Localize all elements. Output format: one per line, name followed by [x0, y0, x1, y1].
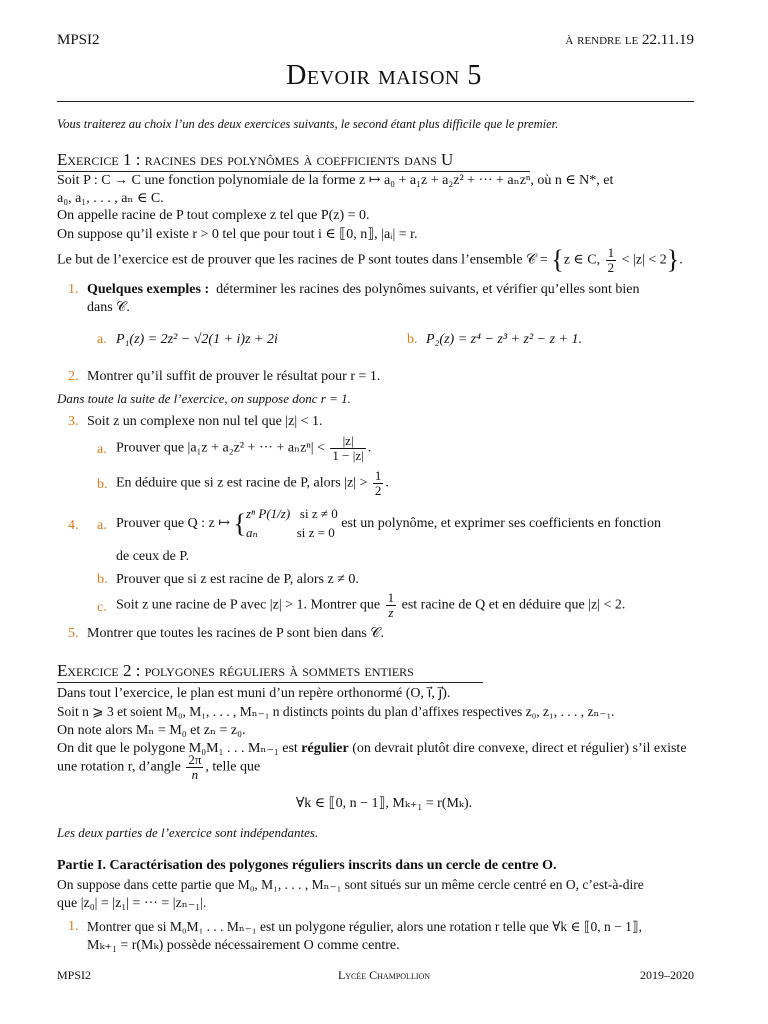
set-part-a: z ∈ C,: [563, 252, 601, 268]
part1-q1-number: 1.: [68, 919, 79, 934]
set-fraction: [606, 246, 617, 274]
ex1-para-1a: Soit P : C → C une fonction polynomiale de la forme z ↦ a₀ + a₁z + a₂z² + ··· + aₙzⁿ, où n ∈ N*, et: [57, 173, 614, 188]
q3a-fraction: [330, 434, 365, 462]
q4a-post: est un polynôme, et exprimer ses coefficients en fonction: [341, 516, 661, 532]
q5-text: Montrer que toutes les racines de P sont bien dans 𝒞.: [87, 626, 385, 641]
case-1-expr: zⁿ P(1/z): [245, 506, 291, 521]
q2-number: 2.: [68, 369, 79, 384]
q4a-label: a.: [97, 518, 107, 533]
ex2-note: Les deux parties de l’exercice sont indépendantes.: [57, 825, 319, 840]
page-title: Devoir maison 5: [286, 60, 482, 91]
q4a-cases: [246, 505, 338, 543]
ex2-para-5: [57, 753, 260, 781]
q4-number: 4.: [68, 518, 79, 533]
ex1-para-1b: a₀, a₁, . . . , aₙ ∈ C.: [57, 191, 164, 206]
q1b-label: b.: [407, 332, 418, 347]
case-1-cond: si z ≠ 0: [299, 506, 338, 521]
ex2-formula: ∀k ∈ ⟦0, n − 1⟧, Mₖ₊₁ = r(Mₖ).: [295, 796, 473, 811]
ex1-note: Dans toute la suite de l’exercice, on suppose donc r = 1.: [57, 391, 351, 406]
ex2-para-4-bold: régulier: [301, 741, 349, 756]
footer-left: MPSI2: [57, 968, 92, 982]
part-1-para-2: que |z₀| = |z₁| = ··· = |zₙ₋₁|.: [57, 896, 207, 911]
part1-q1-line-a: Montrer que si M₀M₁ . . . Mₙ₋₁ est un polygone régulier, alors une rotation r telle que ∀k ∈ ⟦0, n − 1⟧,: [87, 919, 642, 934]
q5-number: 5.: [68, 626, 79, 641]
exercise-1-heading: Exercice 1 : racines des polynômes à coefficients dans U: [57, 150, 454, 169]
q4a-line: [116, 505, 661, 543]
angle-fraction-num: 2π: [188, 752, 202, 767]
header-class: MPSI2: [57, 32, 100, 48]
footer-year: 2019–2020: [640, 968, 694, 982]
q4c-post: est racine de Q et en déduire que |z| < 2.: [401, 597, 626, 613]
set-close-brace: }: [666, 245, 680, 275]
ex2-para-5-post: , telle que: [205, 759, 261, 775]
q1-number: 1.: [68, 282, 79, 297]
intro-text: Vous traiterez au choix l’un des deux exercices suivants, le second étant plus difficile que le premier.: [57, 117, 559, 131]
q4c-text: Soit z une racine de P avec |z| > 1. Montrer que: [116, 597, 381, 613]
q1-text: déterminer les racines des polynômes suivants, et vérifier qu’elles sont bien: [216, 282, 640, 297]
q3a-line: Prouver que |a₁z + a₂z² + ··· + aₙzⁿ| < $\frac{|z|}{1 - |z|}$ .: [116, 433, 372, 463]
ex2-para-2: Soit n ⩾ 3 et soient M₀, M₁, . . . , Mₙ₋₁ n distincts points du plan d’affixes respectives z₀, z₁, . . . , zₙ₋₁.: [57, 704, 615, 719]
q3a-fraction-num: |z|: [330, 434, 365, 449]
q4b-label: b.: [97, 572, 108, 587]
ex1-para-3: On suppose qu’il existe r > 0 tel que pour tout i ∈ ⟦0, n⟧, |aᵢ| = r.: [57, 227, 418, 242]
part-1-title: Partie I. Caractérisation des polygones réguliers inscrits dans un cercle de centre O.: [57, 858, 557, 873]
q3a-label: a.: [97, 442, 107, 457]
q4a-text: Prouver que Q : z ↦: [116, 516, 230, 532]
part-1-para-1: On suppose dans cette partie que M₀, M₁, . . . , Mₙ₋₁ sont situés sur un même cercle centré en O, c’est-à-dire: [57, 877, 644, 892]
case-2-expr: aₙ: [245, 524, 258, 540]
ex1-para-4: Le but de l’exercice est de prouver que les racines de P sont toutes dans l’ensemble 𝒞 = {z ∈ C, $\frac{1}{2}$ < |z| < 2}.: [57, 245, 683, 275]
ex2-para-4-post: (on devrait plutôt dire convexe, direct et régulier) s’il existe: [352, 741, 687, 756]
q4a-text-2: de ceux de P.: [116, 549, 190, 564]
q4c-label: c.: [97, 600, 107, 615]
ex1-para-4-text: Le but de l’exercice est de prouver que les racines de P sont toutes dans l’ensemble 𝒞 =: [57, 252, 548, 268]
set-fraction-den: 2: [607, 259, 615, 275]
q3-text: Soit z un complexe non nul tel que |z| < 1.: [87, 414, 323, 429]
q2-text: Montrer qu’il suffit de prouver le résultat pour r = 1.: [87, 369, 381, 384]
set-fraction-num: 1: [607, 245, 615, 260]
q1a-formula: P₁(z) = 2z² − √2(1 + i)z + 2i: [116, 332, 278, 347]
q4c-fraction-num: 1: [387, 590, 395, 605]
q1a-label: a.: [97, 332, 107, 347]
ex2-para-4-pre: On dit que le polygone M₀M₁ . . . Mₙ₋₁ est: [57, 741, 298, 756]
ex2-para-5-pre: une rotation r, d’angle: [57, 759, 181, 775]
angle-fraction: [186, 753, 203, 781]
q3a-fraction-den: 1 − |z|: [332, 447, 364, 463]
q3b-line: En déduire que si z est racine de P, alors |z| > $\frac{1}{2}$ .: [116, 468, 389, 498]
set-part-b: < |z| < 2: [621, 252, 667, 268]
exercise-2-heading: Exercice 2 : polygones réguliers à sommets entiers: [57, 661, 414, 680]
ex2-para-3: On note alors Mₙ = M₀ et zₙ = z₀.: [57, 723, 246, 738]
q4b-text: Prouver que si z est racine de P, alors z ≠ 0.: [116, 572, 359, 587]
q1b-formula: P₂(z) = z⁴ − z³ + z² − z + 1.: [426, 332, 582, 347]
q4c-line: [116, 591, 625, 619]
title-rule: [57, 101, 694, 102]
exercise-2-underline: [57, 682, 483, 683]
q1-bold: Quelques exemples :: [87, 282, 210, 297]
q3-number: 3.: [68, 414, 79, 429]
q3a-text: Prouver que |a₁z + a₂z² + ··· + aₙzⁿ| <: [116, 440, 325, 456]
header-due-date: à rendre le 22.11.19: [565, 32, 694, 48]
q3b-text: En déduire que si z est racine de P, alors |z| >: [116, 475, 368, 491]
ex1-para-2: On appelle racine de P tout complexe z tel que P(z) = 0.: [57, 208, 370, 223]
q3b-fraction-den: 2: [374, 482, 382, 498]
q1-line: [87, 282, 640, 298]
footer-school: Lycée Champollion: [337, 968, 431, 982]
set-open-brace: {: [551, 245, 564, 275]
q4c-fraction-den: z: [388, 604, 394, 620]
cases-brace: {: [233, 508, 246, 538]
q3b-fraction: [373, 469, 384, 497]
part1-q1-line-b: Mₖ₊₁ = r(Mₖ) possède nécessairement O comme centre.: [87, 938, 400, 953]
q3b-fraction-num: 1: [374, 468, 382, 483]
q3b-label: b.: [97, 477, 108, 492]
case-2-cond: si z = 0: [296, 524, 335, 540]
angle-fraction-den: n: [191, 766, 199, 782]
q1-text-2: dans 𝒞.: [87, 300, 130, 315]
ex2-para-1: Dans tout l’exercice, le plan est muni d’un repère orthonormé (O, i⃗, j⃗).: [57, 686, 451, 701]
q4c-fraction: [386, 591, 397, 619]
